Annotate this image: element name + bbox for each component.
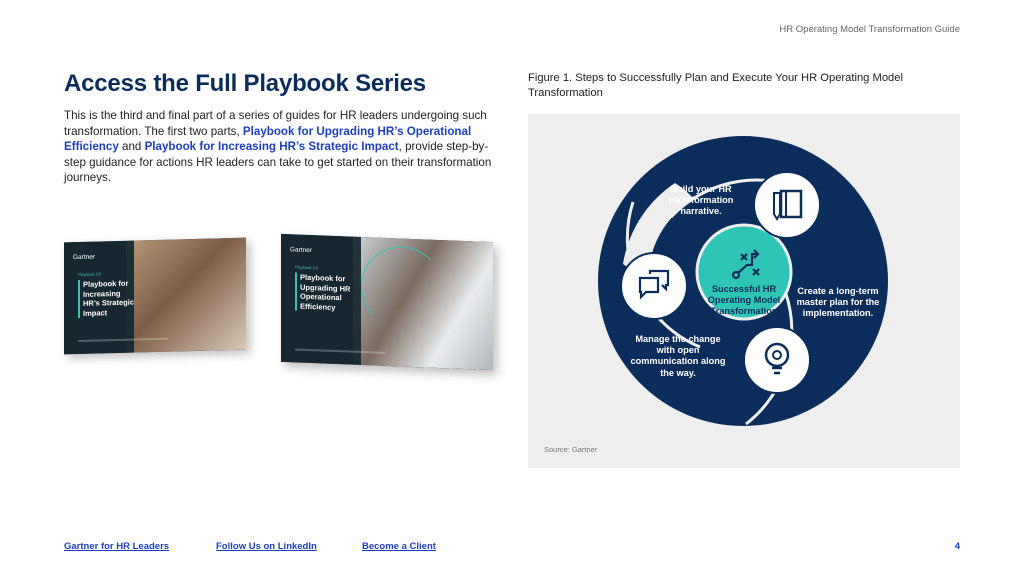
center-label: Successful HR Operating Model Transformation bbox=[707, 284, 781, 317]
cover-title: Playbook for Upgrading HR Operational Efficiency bbox=[295, 272, 356, 312]
page-number: 4 bbox=[954, 541, 960, 552]
intro-text-end: , provide step-by-step guidance for actions HR leaders can take to get started on their transformation journeys. bbox=[64, 140, 492, 185]
step-1-label: Build your HR transformation narrative. bbox=[668, 184, 734, 217]
page-title: Access the Full Playbook Series bbox=[64, 70, 426, 97]
footer-link-hr-leaders[interactable]: Gartner for HR Leaders bbox=[64, 541, 170, 552]
cover-brand: Gartner bbox=[73, 253, 96, 262]
link-increasing-impact[interactable]: Playbook for Increasing HR’s Strategic Impact bbox=[144, 140, 399, 154]
figure-source: Source: Gartner bbox=[544, 445, 598, 454]
cover-photo bbox=[126, 238, 246, 353]
playbook-cover-strategic-impact[interactable] bbox=[64, 238, 246, 355]
intro-paragraph bbox=[64, 108, 504, 186]
step-2-label: Create a long-term master plan for the implementation. bbox=[796, 286, 880, 319]
intro-text-start: This is the third and final part of a series of guides for HR leaders undergoing such transformation. The first two parts, bbox=[64, 109, 487, 138]
notebook-pencil-icon bbox=[754, 172, 820, 238]
chat-bubbles-icon bbox=[621, 253, 687, 319]
footer-link-linkedin[interactable]: Follow Us on LinkedIn bbox=[216, 541, 317, 552]
cover-brand: Gartner bbox=[290, 246, 313, 255]
cover-title: Playbook for Increasing HR’s Strategic Impact bbox=[78, 278, 139, 318]
figure-caption: Figure 1. Steps to Successfully Plan and Execute Your HR Operating Model Transformation bbox=[528, 72, 903, 99]
link-upgrading-efficiency[interactable]: Playbook for Upgrading HR’s Operational Efficiency bbox=[64, 124, 472, 154]
intro-text-mid: and bbox=[118, 140, 145, 154]
cover-subtitle: Playbook 1/3 bbox=[295, 264, 319, 271]
playbook-cover-operational-efficiency[interactable] bbox=[281, 234, 493, 370]
figure-panel bbox=[528, 114, 960, 468]
running-header: HR Operating Model Transformation Guide bbox=[779, 24, 960, 35]
cover-subtitle: Playbook 2/3 bbox=[78, 271, 102, 278]
step-3-label: Manage the change with open communication along the way. bbox=[630, 334, 726, 378]
footer-link-become-client[interactable]: Become a Client bbox=[362, 541, 436, 552]
lightbulb-gear-icon bbox=[744, 327, 810, 393]
